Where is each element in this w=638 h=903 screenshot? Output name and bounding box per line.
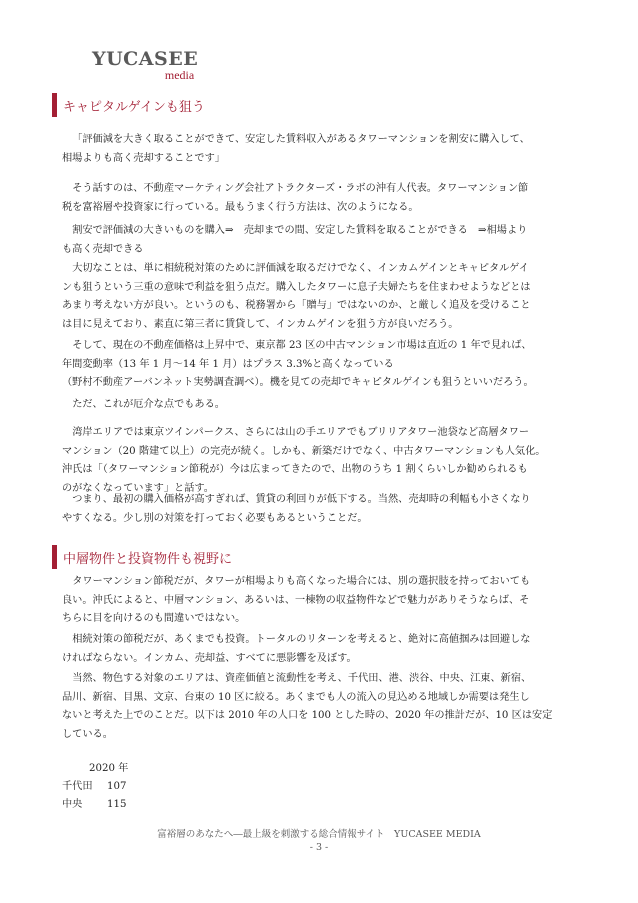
table-header-year: 2020 年 <box>89 763 129 774</box>
paragraph-line: つまり、最初の購入価格が高すぎれば、賃貸の利回りが低下する。当然、売却時の利幅も小さくなり <box>72 494 531 505</box>
paragraph-line: タワーマンション節税だが、タワーが相場よりも高くなった場合には、別の選択肢を持っておいても <box>72 576 531 587</box>
footer-tagline: 富裕層のあなたへ―最上級を刺激する総合情報サイト YUCASEE MEDIA <box>157 829 481 840</box>
paragraph-line: 相続対策の節税だが、あくまでも投資。トータルのリターンを考えると、絶対に高値掴みは回避しな <box>72 634 531 645</box>
paragraph-line: 大切なことは、単に相続税対策のために評価減を取るだけでなく、インカムゲインとキャピタルゲイ <box>72 263 529 274</box>
body-paragraph <box>62 180 578 217</box>
brand-name: YUCASEE <box>92 48 199 70</box>
section-heading-text: キャピタルゲインも狙う <box>63 100 205 115</box>
table-row <box>62 796 128 814</box>
body-paragraph <box>62 260 578 334</box>
table-row <box>62 778 128 796</box>
section-heading-text: 中層物件と投資物件も視野に <box>63 552 233 567</box>
population-table <box>62 760 128 814</box>
table-header-row <box>62 760 128 778</box>
paragraph-line: 湾岸エリアでは東京ツインパークス、さらには山の手エリアでもブリリアタワー池袋など高層タワー <box>72 427 530 438</box>
paragraph-line: やすくなる。少し別の対策を打っておく必要もあるということだ。 <box>62 512 368 524</box>
paragraph-line: ないと考えた上でのことだ。以下は 2010 年の人口を 100 とした時の、2020 年の推計だが、10 区は安定 <box>62 710 553 722</box>
body-paragraph <box>62 131 578 168</box>
paragraph-line: ンも狙うという三重の意味で利益を狙う点だ。購入したタワーに息子夫婦たちを住まわせようなどとは <box>62 281 531 293</box>
paragraph-line: 相場よりも高く売却することです」 <box>62 152 225 164</box>
paragraph-line: あまり考えない方が良い。というのも、税務署から「贈与」ではないのか、と厳しく追及を受けること <box>62 300 531 312</box>
table-cell-value: 107 <box>107 781 127 792</box>
paragraph-line: 「評価減を大きく取ることができて、安定した賃料収入があるタワーマンションを割安に購入して、 <box>72 134 530 145</box>
paragraph-line: ければならない。インカム、売却益、すべてに悪影響を及ぼす。 <box>62 652 357 664</box>
paragraph-line: 年間変動率（13 年 1 月～14 年 1 月）はプラス 3.3%と高くなっている <box>62 358 394 370</box>
paragraph-line: 沖氏は「（タワーマンション節税が）今は広まってきたので、出物のうち 1 割くらいしか勧められるも <box>62 464 528 476</box>
paragraph-line: マンション（20 階建て以上）の完売が続く。しかも、新築だけでなく、中古タワーマンションも人気化。 <box>62 445 546 457</box>
paragraph-line: も高く売却できる <box>62 243 144 255</box>
heading-accent-bar <box>52 93 57 117</box>
body-paragraph <box>62 424 578 498</box>
body-paragraph <box>62 573 578 629</box>
paragraph-line: 良い。沖氏によると、中層マンション、あるいは、一棟物の収益物件などで魅力がありそうならば、そ <box>62 594 530 606</box>
table-cell-ward: 千代田 <box>62 781 93 792</box>
table-cell-value: 115 <box>107 799 127 810</box>
body-paragraph <box>62 337 578 393</box>
body-paragraph <box>62 222 578 259</box>
brand-sub: media <box>164 68 195 82</box>
paragraph-line: のがなくなっています」と話す。 <box>62 482 214 494</box>
heading-accent-bar <box>52 545 57 569</box>
paragraph-line: 品川、新宿、目黒、文京、台東の 10 区に絞る。あくまでも人の流入の見込める地域しか需要は発生し <box>62 691 530 703</box>
paragraph-line: 割安で評価減の大きいものを購入⇒ 売却までの間、安定した賃料を取ることができる ⇒相場より <box>72 225 528 236</box>
page-number: - 3 - <box>309 842 329 853</box>
paragraph-line: ただ、これが厄介な点でもある。 <box>72 399 225 410</box>
paragraph-line: （野村不動産アーバンネット実勢調査調べ）。機を見ての売却でキャピタルゲインも狙うといいだろう。 <box>62 377 534 389</box>
body-paragraph <box>62 396 578 415</box>
paragraph-line: している。 <box>62 728 113 740</box>
paragraph-line: 当然、物色する対象のエリアは、資産価値と流動性を考え、千代田、港、渋谷、中央、江東、新宿、 <box>72 673 532 684</box>
paragraph-line: は目に見えており、素直に第三者に賃貸して、インカムゲインを狙う方が良いだろう。 <box>62 318 459 330</box>
paragraph-line: そう話すのは、不動産マーケティング会社アトラクターズ・ラボの沖有人代表。タワーマンション節 <box>72 183 529 194</box>
body-paragraph <box>62 491 578 528</box>
paragraph-line: ちらに目を向けるのも間違いではない。 <box>62 613 246 625</box>
body-paragraph <box>62 631 578 668</box>
body-paragraph <box>62 670 578 744</box>
paragraph-line: 税を富裕層や投資家に行っている。最もうまく行う方法は、次のようになる。 <box>62 201 419 213</box>
table-cell-ward: 中央 <box>62 799 83 810</box>
brand-logo <box>92 50 198 83</box>
paragraph-line: そして、現在の不動産価格は上昇中で、東京都 23 区の中古マンション市場は直近の 1 年で見れば、 <box>72 340 532 351</box>
